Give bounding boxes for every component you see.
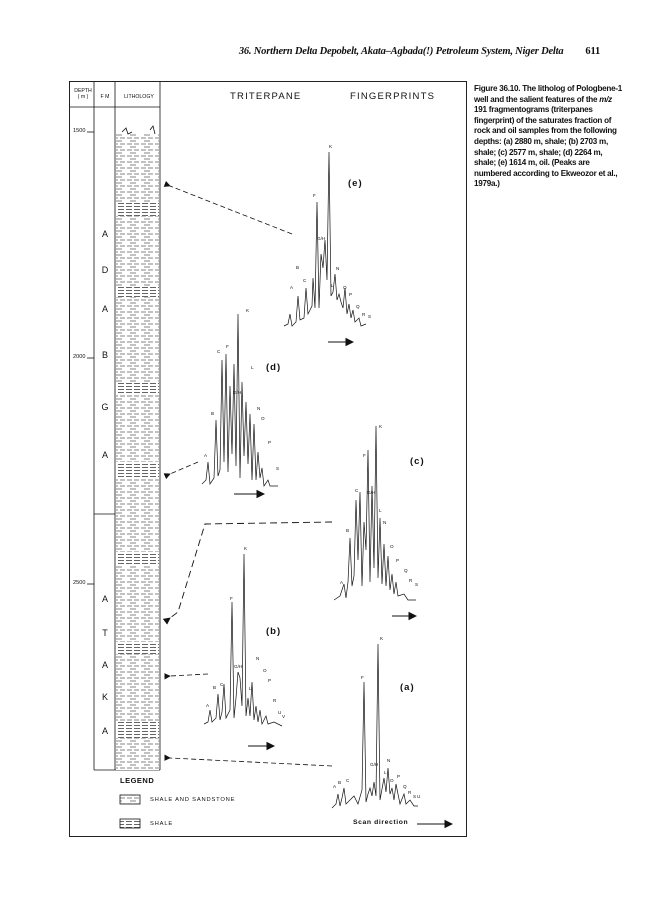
svg-text:C: C	[355, 488, 359, 493]
svg-text:Q: Q	[356, 304, 360, 309]
svg-text:C: C	[220, 682, 224, 687]
svg-text:F: F	[361, 675, 364, 680]
svg-text:K: K	[379, 424, 383, 429]
depth-label-2000: 2000	[73, 354, 86, 360]
chromatogram-a	[332, 636, 420, 808]
svg-text:L: L	[249, 686, 252, 691]
legend-label-shale: SHALE	[150, 821, 174, 827]
panel-label-e: (e)	[348, 178, 363, 189]
svg-text:L: L	[251, 365, 254, 370]
svg-text:N: N	[256, 656, 260, 661]
col-depth-header	[72, 88, 94, 100]
svg-text:N: N	[336, 266, 340, 271]
svg-text:O: O	[263, 668, 267, 673]
legend-label-shale-sandstone: SHALE AND SANDSTONE	[150, 797, 236, 803]
legend-swatch-shale	[120, 819, 140, 828]
svg-text:L: L	[384, 770, 387, 775]
svg-text:F: F	[363, 453, 366, 458]
figure-caption	[474, 84, 624, 190]
svg-text:A: A	[206, 703, 210, 708]
depth-label-2500: 2500	[73, 580, 86, 586]
lithology-shale-band	[116, 462, 159, 478]
fm-agbada-letter: D	[101, 265, 109, 275]
svg-text:K: K	[329, 144, 333, 149]
svg-text:L: L	[331, 283, 334, 288]
svg-text:U: U	[417, 794, 421, 799]
chromatogram-e	[284, 144, 371, 342]
svg-text:B: B	[211, 411, 215, 416]
title-triterpane: TRITERPANE	[230, 91, 302, 102]
legend-title: LEGEND	[120, 776, 155, 785]
svg-text:B: B	[346, 528, 350, 533]
svg-text:S: S	[413, 794, 417, 799]
panel-label-b: (b)	[266, 626, 282, 637]
svg-text:P: P	[349, 292, 353, 297]
running-head-title: 36. Northern Delta Depobelt, Akata–Agbada(!) Petroleum System, Niger Delta	[238, 46, 564, 57]
svg-text:G/H: G/H	[317, 236, 326, 241]
svg-text:S: S	[415, 582, 419, 587]
caption-mz: m/z	[599, 94, 612, 104]
svg-text:P: P	[397, 774, 401, 779]
svg-text:U: U	[278, 710, 282, 715]
svg-text:K: K	[244, 546, 248, 551]
svg-text:S: S	[276, 466, 280, 471]
svg-text:N: N	[257, 406, 261, 411]
svg-text:O: O	[261, 416, 265, 421]
fm-agbada-letter: A	[101, 229, 108, 239]
svg-text:V: V	[282, 714, 286, 719]
svg-text:P: P	[396, 558, 400, 563]
svg-text:B: B	[213, 685, 217, 690]
svg-text:N: N	[383, 520, 387, 525]
sample-link-e	[170, 186, 292, 234]
col-depth-unit: ( m )	[77, 94, 89, 100]
sample-link-c	[170, 522, 332, 618]
svg-text:R: R	[362, 312, 366, 317]
svg-text:F: F	[226, 344, 229, 349]
svg-text:R: R	[408, 790, 412, 795]
svg-text:B: B	[296, 265, 300, 270]
fm-akata-letter: K	[101, 692, 108, 702]
lithology-shale-band	[116, 202, 159, 216]
lithology-column	[116, 134, 159, 770]
svg-text:P: P	[268, 440, 272, 445]
chromatogram-c	[334, 424, 418, 616]
fm-agbada-letter: A	[101, 450, 108, 460]
sample-link-d	[170, 462, 198, 474]
svg-text:A: A	[290, 285, 294, 290]
svg-text:K: K	[246, 308, 250, 313]
svg-text:A: A	[333, 784, 337, 789]
svg-text:S: S	[368, 314, 372, 319]
figure-graphic	[70, 82, 466, 836]
svg-text:P: P	[268, 678, 272, 683]
fm-agbada-letter: A	[101, 304, 108, 314]
running-head	[160, 46, 600, 57]
caption-lead: Figure 36.10. The litholog of Pologbene-1 well and the salient features of the	[474, 84, 623, 104]
scan-direction-label: Scan direction	[353, 819, 409, 826]
svg-text:B: B	[338, 780, 342, 785]
lithology-top	[122, 126, 155, 134]
svg-text:K: K	[380, 636, 384, 641]
svg-text:F: F	[313, 193, 316, 198]
svg-text:O: O	[343, 285, 347, 290]
svg-text:A: A	[340, 580, 344, 585]
figure-panel	[69, 81, 467, 837]
svg-text:G/H: G/H	[370, 762, 379, 767]
svg-text:C: C	[303, 278, 307, 283]
fm-akata-letter: A	[101, 660, 108, 670]
svg-text:G/H: G/H	[367, 490, 376, 495]
fm-akata-letter: A	[101, 594, 108, 604]
lithology-shale-band	[116, 722, 159, 738]
svg-text:O: O	[390, 778, 394, 783]
col-lithology-label: LITHOLOGY	[124, 94, 154, 100]
fm-akata-letter: A	[101, 726, 108, 736]
panel-label-a: (a)	[400, 682, 415, 693]
fm-agbada-letter: B	[101, 350, 108, 360]
svg-text:A: A	[204, 453, 208, 458]
sample-link-b	[170, 674, 208, 676]
svg-text:G/H: G/H	[233, 390, 242, 395]
page-number: 611	[585, 46, 600, 57]
sample-link-a	[170, 758, 332, 766]
col-fm-label: F M	[100, 94, 110, 100]
panel-label-c: (c)	[410, 456, 425, 467]
lithology-shale-band	[116, 552, 159, 566]
svg-text:R: R	[273, 698, 277, 703]
svg-text:N: N	[387, 758, 391, 763]
svg-text:F: F	[230, 596, 233, 601]
lithology-shale-band	[116, 287, 159, 297]
fm-agbada-letter: G	[101, 402, 109, 412]
chromatogram-d	[202, 308, 282, 494]
svg-text:G/H: G/H	[234, 664, 243, 669]
svg-text:O: O	[390, 544, 394, 549]
svg-text:C: C	[217, 349, 221, 354]
title-fingerprints: FINGERPRINTS	[350, 91, 436, 102]
svg-text:C: C	[346, 778, 350, 783]
lithology-shale-band	[116, 642, 159, 654]
col-depth-label: DEPTH	[74, 88, 92, 94]
chromatogram-b	[204, 546, 286, 746]
svg-text:L: L	[379, 508, 382, 513]
svg-text:R: R	[409, 578, 413, 583]
depth-label-1500: 1500	[73, 128, 86, 134]
lithology-shale-band	[116, 382, 159, 394]
fm-akata-letter: T	[102, 628, 108, 638]
svg-text:Q: Q	[404, 568, 408, 573]
svg-text:Q: Q	[403, 784, 407, 789]
legend-swatch-shale-sandstone	[120, 795, 140, 804]
panel-label-d: (d)	[266, 362, 282, 373]
caption-rest: 191 fragmentograms (triterpanes fingerprint) of the saturates fraction of rock and oil samples from the following depths: (a) 2880 m, shale; (b) 2703 m, shale; (c) 2577 m, shale; (d) 2264 m, shale; (e) 1614 m, oil. (Peaks are numbered according to Ekweozor et al., 1979a.)	[474, 105, 618, 189]
